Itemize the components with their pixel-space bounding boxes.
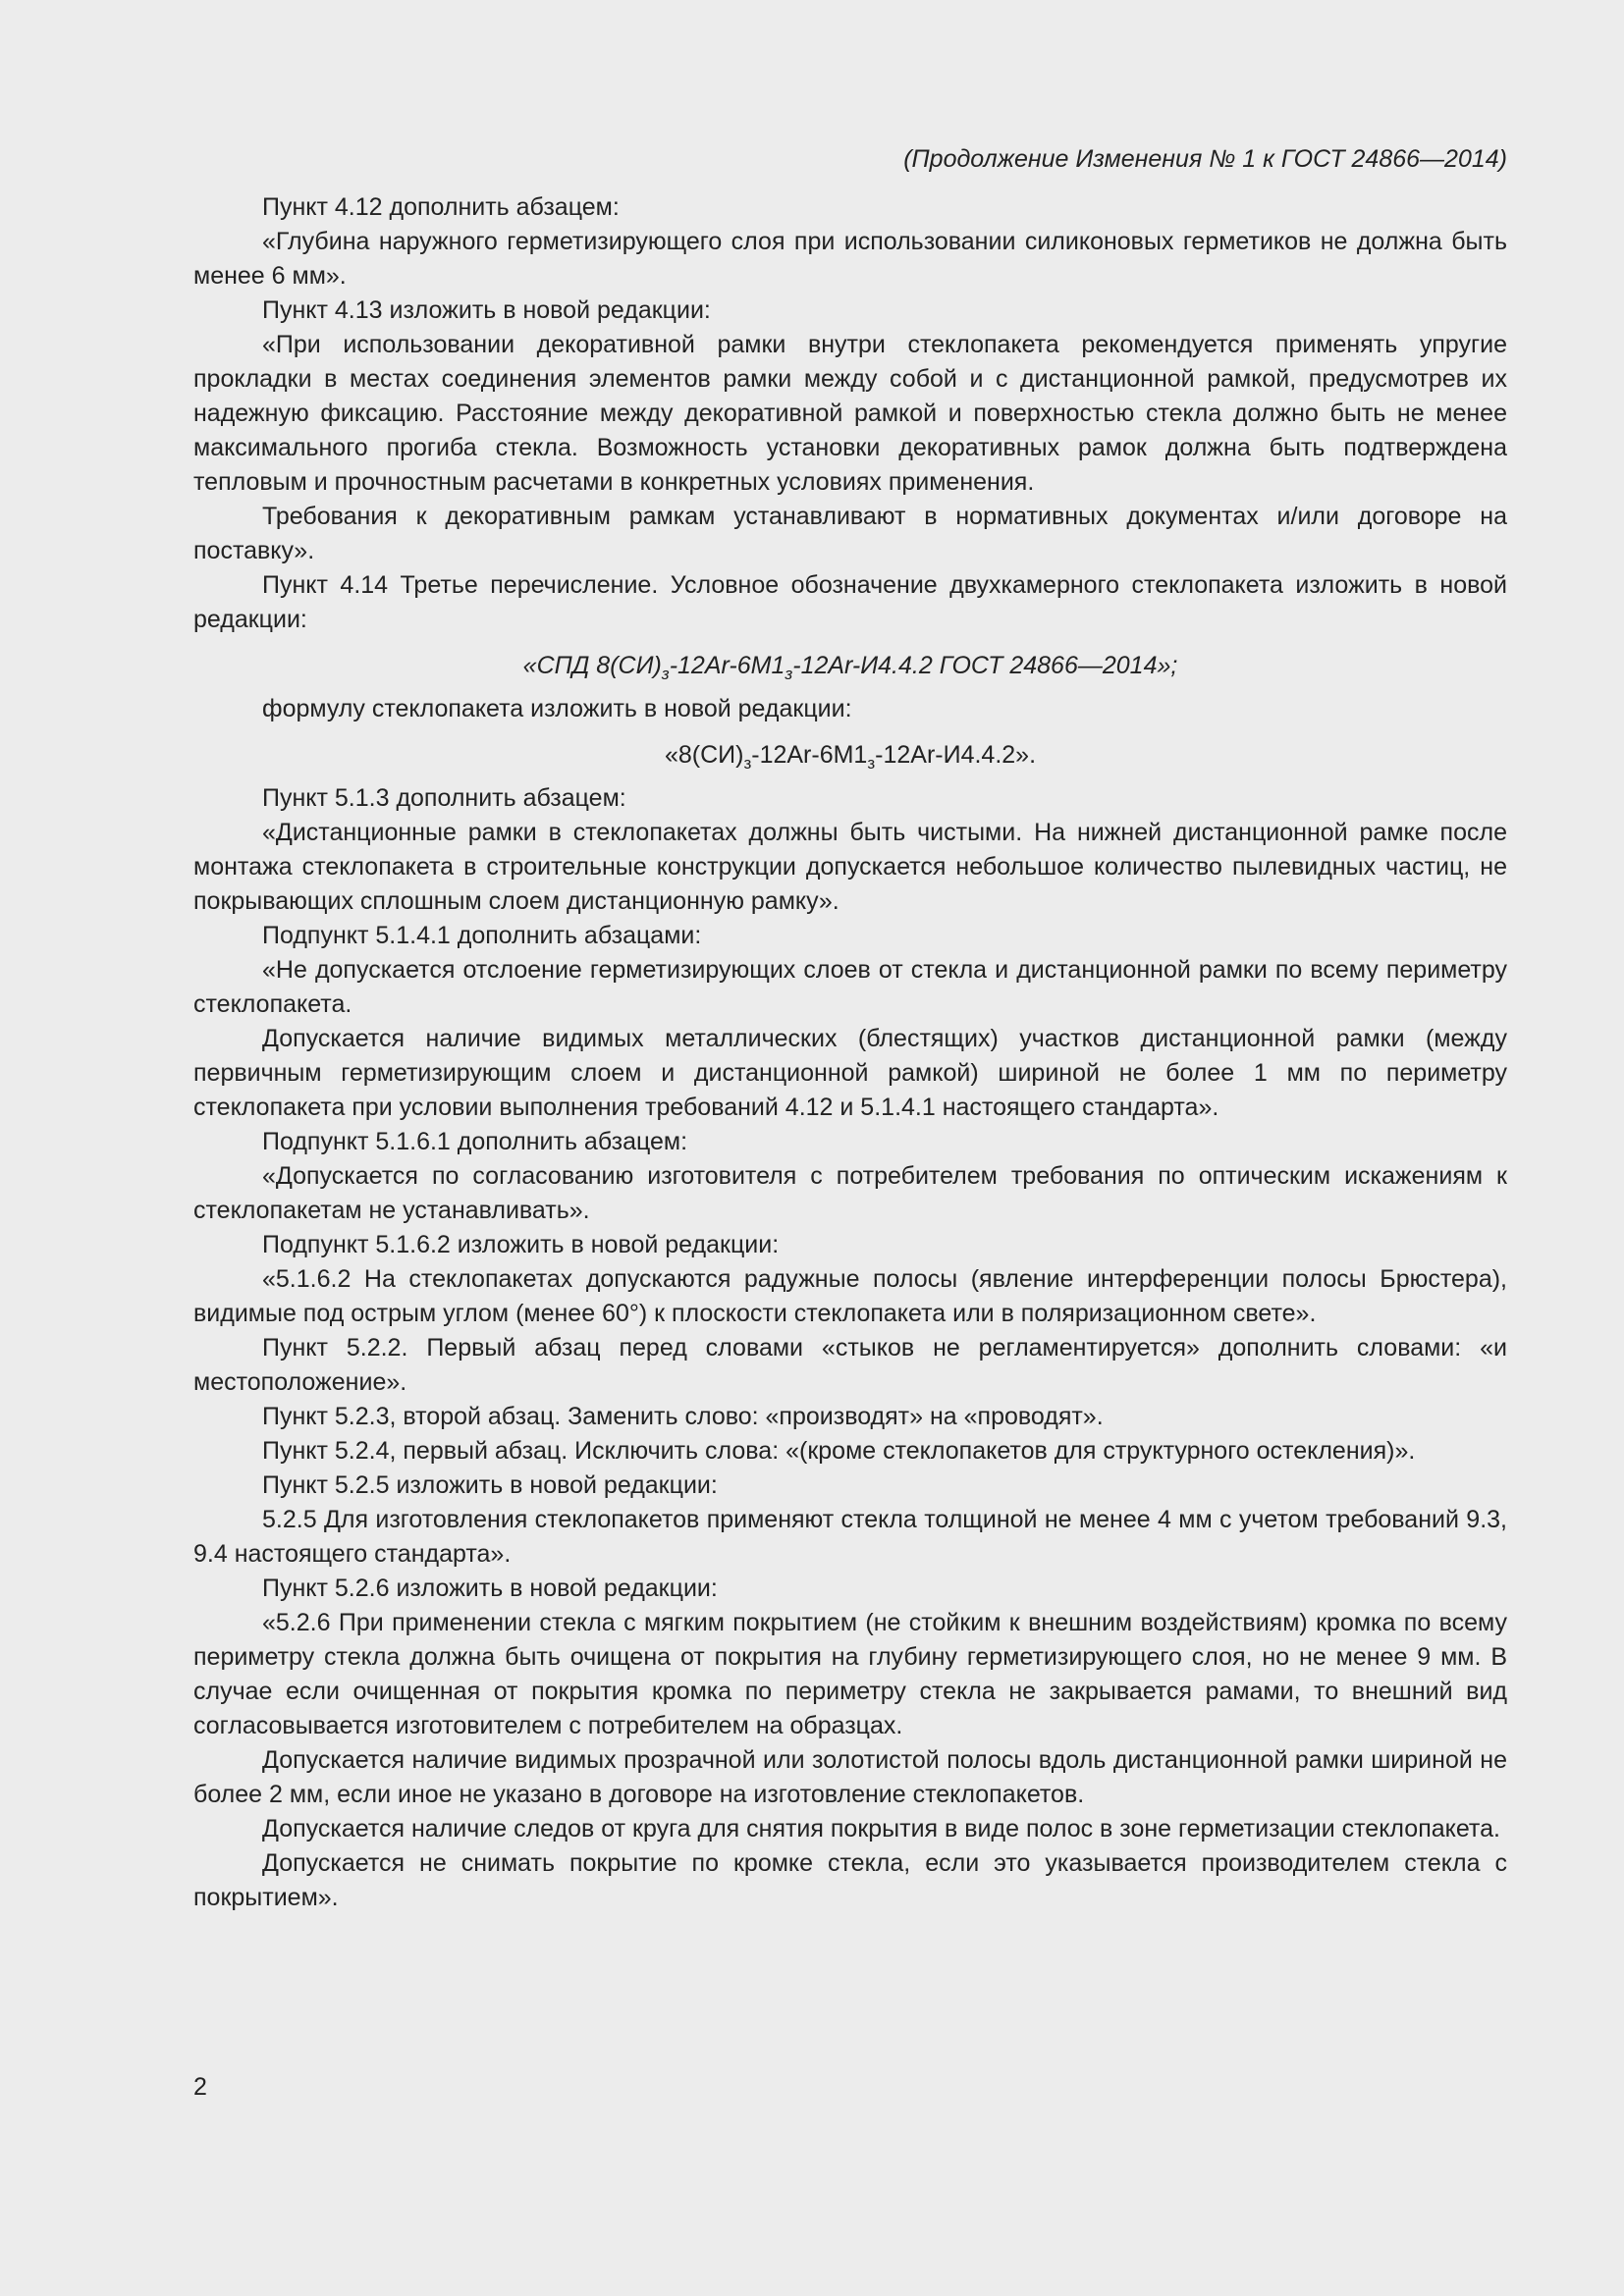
page-number: 2 (193, 2073, 207, 2101)
paragraph-5-1-6-1-intro: Подпункт 5.1.6.1 дополнить абзацем: (262, 1128, 688, 1155)
paragraph-4-13-text: «При использовании декоративной рамки внутри стеклопакета рекомендуется применять упругие прокладки в местах соединения элементов рамки между собой и с дистанционной рамкой, предусмотрев их надежную фиксацию. Расстояние между декоративной рамкой и поверхностью стекла должно быть не менее максимального прогиба стекла. Возможность установки декоративных рамок должна быть подтверждена тепловым и прочностным расчетами в конкретных условиях применения. (193, 331, 1507, 496)
paragraph-5-2-6-strip: Допускается наличие видимых прозрачной или золотистой полосы вдоль дистанционной рамки шириной не более 2 мм, если иное не указано в договоре на изготовление стеклопакетов. (193, 1746, 1507, 1808)
paragraph-4-13-requirements: Требования к декоративным рамкам устанавливают в нормативных документах и/или договоре на поставку». (193, 503, 1507, 564)
paragraph-5-2-2: Пункт 5.2.2. Первый абзац перед словами «стыков не регламентируется» дополнить словами: «и местоположение». (193, 1334, 1507, 1396)
paragraph-5-2-6-traces: Допускается наличие следов от круга для снятия покрытия в виде полос в зоне герметизации стеклопакета. (262, 1815, 1500, 1842)
paragraph-5-1-3-text: «Дистанционные рамки в стеклопакетах должны быть чистыми. На нижней дистанционной рамке после монтажа стеклопакета в строительные конструкции допускается небольшое количество пылевидных частиц, не покрывающих сплошным слоем дистанционную рамку». (193, 819, 1507, 915)
paragraph-5-1-4-1-text: «Не допускается отслоение герметизирующих слоев от стекла и дистанционной рамки по всему периметру стеклопакета. (193, 956, 1507, 1018)
paragraph-5-1-4-1-metal: Допускается наличие видимых металлических (блестящих) участков дистанционной рамки (между первичным герметизирующим слоем и дистанционной рамкой) шириной не более 1 мм по периметру стеклопакета при условии выполнения требований 4.12 и 5.1.4.1 настоящего стандарта». (193, 1025, 1507, 1121)
paragraph-formula-intro: формулу стеклопакета изложить в новой редакции: (262, 695, 852, 722)
paragraph-5-2-5-text: 5.2.5 Для изготовления стеклопакетов применяют стекла толщиной не менее 4 мм с учетом требований 9.3, 9.4 настоящего стандарта». (193, 1506, 1507, 1568)
paragraph-4-12-intro: Пункт 4.12 дополнить абзацем: (262, 193, 620, 221)
paragraph-5-1-3-intro: Пункт 5.1.3 дополнить абзацем: (262, 784, 626, 812)
paragraph-5-2-4: Пункт 5.2.4, первый абзац. Исключить слова: «(кроме стеклопакетов для структурного остекления)». (262, 1437, 1416, 1465)
unit-formula: «$8(СИ)_з-12Ar-6M1_з-12Ar-И4.4.2$». (664, 741, 1037, 773)
paragraph-5-1-6-2-intro: Подпункт 5.1.6.2 изложить в новой редакции: (262, 1231, 780, 1258)
paragraph-5-1-6-2-text: «5.1.6.2 На стеклопакетах допускаются радужные полосы (явление интерференции полосы Брюстера), видимые под острым углом (менее 60°) к плоскости стеклопакета или в поляризационном свете». (193, 1265, 1507, 1327)
paragraph-5-2-6-intro: Пункт 5.2.6 изложить в новой редакции: (262, 1575, 718, 1602)
paragraph-5-2-6-coating: Допускается не снимать покрытие по кромке стекла, если это указывается производителем стекла с покрытием». (193, 1849, 1507, 1911)
paragraph-5-2-5-intro: Пункт 5.2.5 изложить в новой редакции: (262, 1471, 718, 1499)
paragraph-5-2-6-text: «5.2.6 При применении стекла с мягким покрытием (не стойким к внешним воздействиям) кромка по всему периметру стекла должна быть очищена от покрытия на глубину герметизирующего слоя, но не менее 9 мм. В случае если очищенная от покрытия кромка по периметру стекла не закрывается рамами, то внешний вид согласовывается изготовителем с потребителем на образцах. (193, 1609, 1507, 1739)
paragraph-5-1-4-1-intro: Подпункт 5.1.4.1 дополнить абзацами: (262, 922, 702, 949)
document-page (193, 142, 1507, 1915)
paragraph-4-14-intro: Пункт 4.14 Третье перечисление. Условное обозначение двухкамерного стеклопакета изложить в новой редакции: (193, 571, 1507, 633)
paragraph-4-13-intro: Пункт 4.13 изложить в новой редакции: (262, 296, 711, 324)
paragraph-5-2-3: Пункт 5.2.3, второй абзац. Заменить слово: «производят» на «проводят». (262, 1403, 1104, 1430)
designation-formula: «СПД $8(СИ)_з-12Ar-6M1_з-12Ar-И4.4.2$ ГОСТ 24866—2014»; (522, 652, 1178, 683)
paragraph-5-1-6-1-text: «Допускается по согласованию изготовителя с потребителем требования по оптическим искажениям к стеклопакетам не устанавливать». (193, 1162, 1507, 1224)
running-header: (Продолжение Изменения № 1 к ГОСТ 24866—2014) (903, 145, 1507, 173)
paragraph-4-12-text: «Глубина наружного герметизирующего слоя при использовании силиконовых герметиков не должна быть менее 6 мм». (193, 228, 1507, 290)
